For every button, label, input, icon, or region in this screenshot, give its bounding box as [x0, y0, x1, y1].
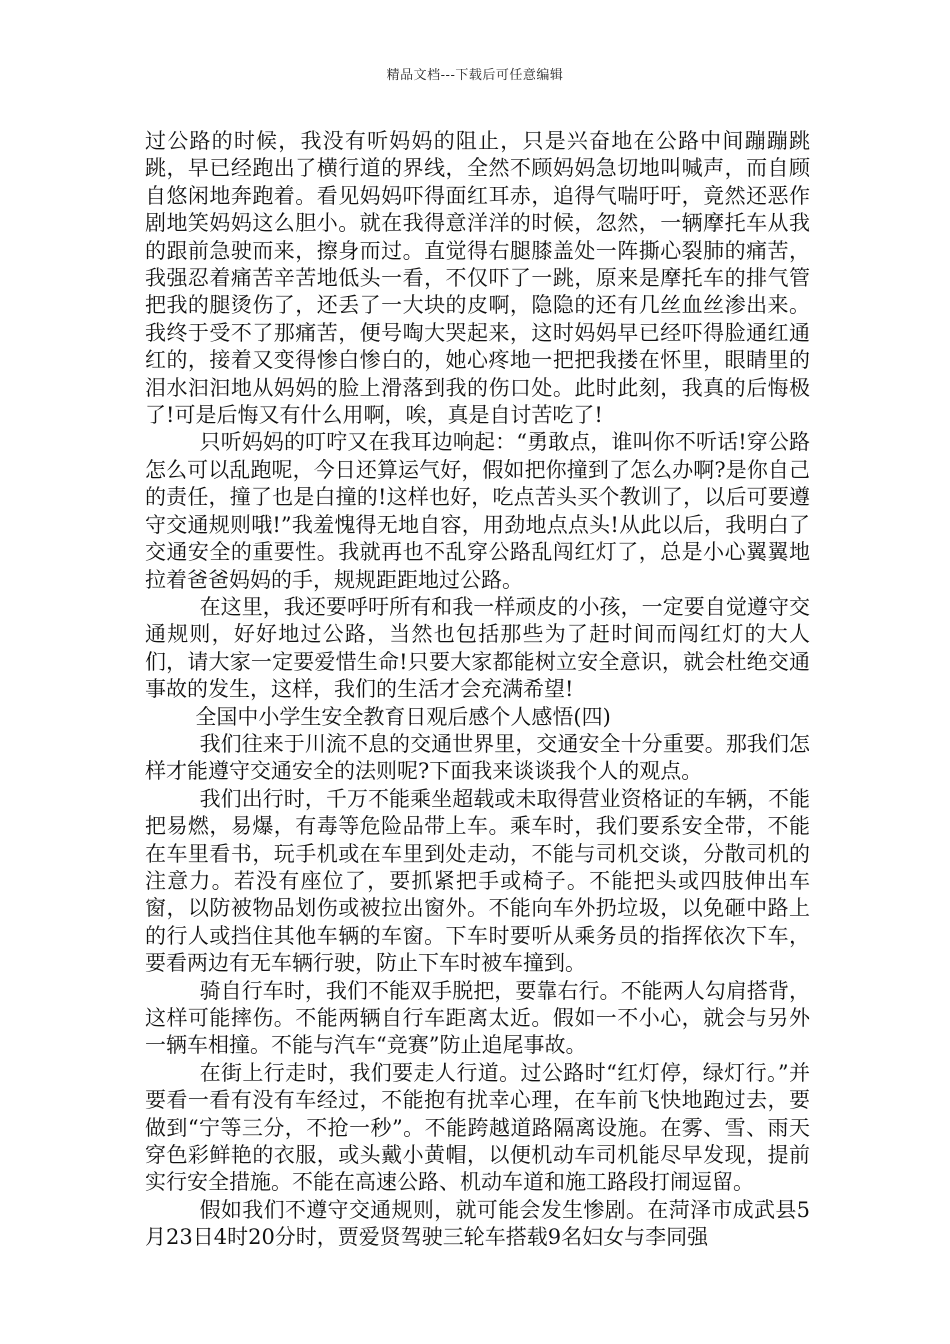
paragraph-accident-example: 假如我们不遵守交通规则，就可能会发生惨剧。在菏泽市成武县5月23日4时20分时，贾爱贤驾驶三轮车搭载9名妇女与李同强	[145, 1197, 810, 1250]
paragraph-bicycle: 骑自行车时，我们不能双手脱把，要靠右行。不能两人勾肩搭背，这样可能摔伤。不能两辆自行车距离太近。假如一不小心，就会与另外一辆车相撞。不能与汽车“竞赛”防止追尾事故。	[145, 978, 810, 1058]
paragraph-story-continuation: 过公路的时候，我没有听妈妈的阻止，只是兴奋地在公路中间蹦蹦跳跳，早已经跑出了横行道的界线，全然不顾妈妈急切地叫喊声，而自顾自悠闲地奔跑着。看见妈妈吓得面红耳赤，追得气喘吁吁，竟然还恶作剧地笑妈妈这么胆小。就在我得意洋洋的时候，忽然，一辆摩托车从我的跟前急驶而来，擦身而过。直觉得右腿膝盖处一阵撕心裂肺的痛苦，我强忍着痛苦辛苦地低头一看，不仅吓了一跳，原来是摩托车的排气管把我的腿烫伤了，还丢了一大块的皮啊，隐隐的还有几丝血丝渗出来。我终于受不了那痛苦，便号啕大哭起来，这时妈妈早已经吓得脸通红通红的，接着又变得惨白惨白的，她心疼地一把把我搂在怀里，眼睛里的泪水汩汩地从妈妈的脸上滑落到我的伤口处。此时此刻，我真的后悔极了!可是后悔又有什么用啊，唉，真是自讨苦吃了!	[145, 129, 810, 428]
paragraph-mother-warning: 只听妈妈的叮咛又在我耳边响起：“勇敢点，谁叫你不听话!穿公路怎么可以乱跑呢，今日还算运气好，假如把你撞到了怎么办啊?是你自己的责任，撞了也是白撞的!这样也好，吃点苦头买个教训了，以后可要遵守交通规则哦!”我羞愧得无地自容，用劲地点点头!从此以后，我明白了交通安全的重要性。我就再也不乱穿公路乱闯红灯了，总是小心翼翼地拉着爸爸妈妈的手，规规距距地过公路。	[145, 430, 810, 592]
section-title: 全国中小学生安全教育日观后感个人感悟(四)	[195, 704, 611, 729]
paragraph-appeal: 在这里，我还要呼吁所有和我一样顽皮的小孩，一定要自觉遵守交通规则，好好地过公路，当然也包括那些为了赶时间而闯红灯的大人们，请大家一定要爱惜生命!只要大家都能树立安全意识，就会杜绝交通事故的发生，这样，我们的生活才会充满希望!	[145, 594, 810, 702]
paragraph-intro: 我们往来于川流不息的交通世界里，交通安全十分重要。那我们怎样才能遵守交通安全的法则呢?下面我来谈谈我个人的观点。	[145, 731, 810, 784]
paragraph-walking: 在街上行走时，我们要走人行道。过公路时“红灯停，绿灯行。”并要看一看有没有车经过，不能抱有扰幸心理，在车前飞快地跑过去，要做到“宁等三分，不抢一秒”。不能跨越道路隔离设施。在雾、雪、雨天穿色彩鲜艳的衣服，或头戴小黄帽，以便机动车司机能尽早发现，提前实行安全措施。不能在高速公路、机动车道和施工路段打闹逗留。	[145, 1060, 810, 1195]
page-header: 精品文档---下载后可任意编辑	[386, 68, 564, 83]
document-body	[145, 128, 810, 1252]
paragraph-riding-vehicle: 我们出行时，千万不能乘坐超载或未取得营业资格证的车辆，不能把易燃，易爆，有毒等危险品带上车。乘车时，我们要系安全带，不能在车里看书，玩手机或在车里到处走动，不能与司机交谈，分散司机的注意力。若没有座位了，要抓紧把手或椅子。不能把头或四肢伸出车窗，以防被物品划伤或被拉出窗外。不能向车外扔垃圾，以免砸中路上的行人或挡住其他车辆的车窗。下车时要听从乘务员的指挥依次下车，要看两边有无车辆行驶，防止下车时被车撞到。	[145, 786, 810, 976]
